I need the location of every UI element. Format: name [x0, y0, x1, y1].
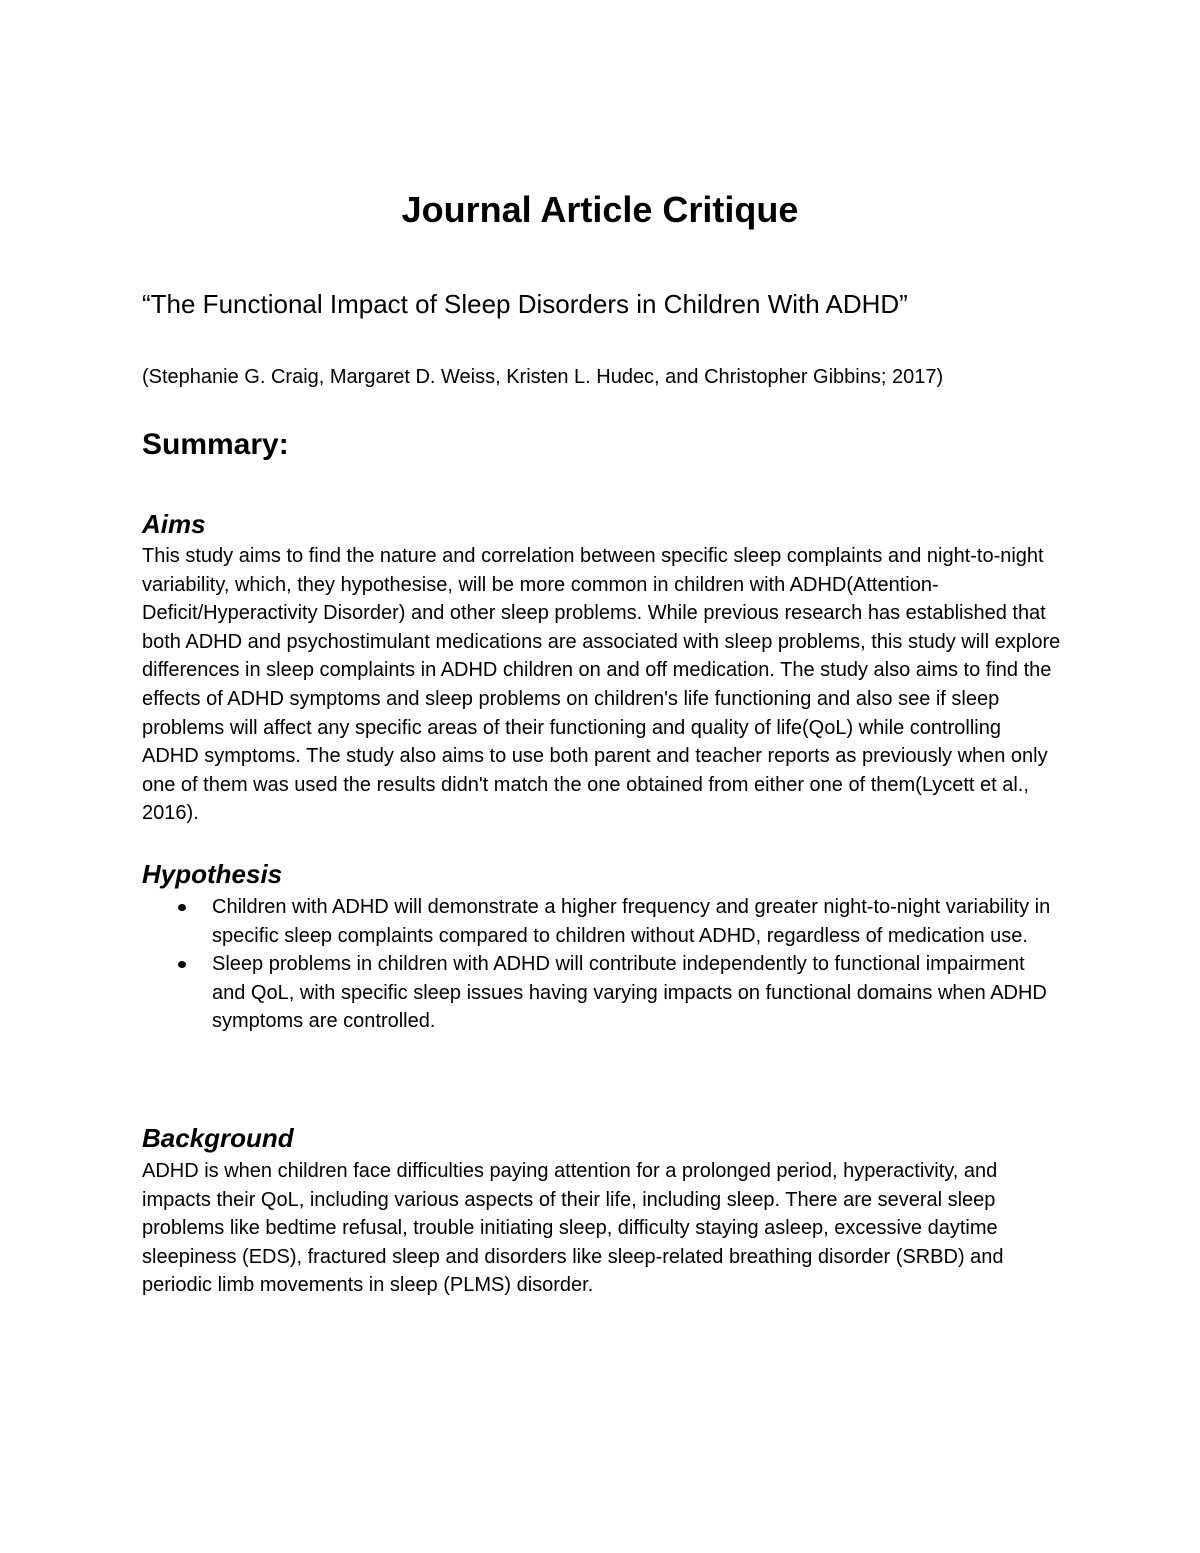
hypothesis-item-text: Children with ADHD will demonstrate a higher frequency and greater night-to-night variability in specific sleep complaints compared to children without ADHD, regardless of medication use.	[212, 896, 1051, 947]
bullet-icon	[178, 961, 186, 968]
list-item	[142, 893, 1062, 950]
hypothesis-item-text: Sleep problems in children with ADHD will contribute independently to functional impairment and QoL, with specific sleep issues having varying impacts on functional domains when ADHD symptoms are controlled.	[212, 953, 1047, 1033]
document-title: Journal Article Critique	[401, 189, 799, 230]
summary-heading: Summary:	[142, 428, 289, 461]
article-title: “The Functional Impact of Sleep Disorders in Children With ADHD”	[142, 289, 908, 319]
hypothesis-list	[142, 893, 1062, 1036]
bullet-icon	[178, 904, 186, 911]
background-paragraph: ADHD is when children face difficulties paying attention for a prolonged period, hyperactivity, and impacts their QoL, including various aspects of their life, including sleep. There are several sleep problems like bedtime refusal, trouble initiating sleep, difficulty staying asleep, excessive daytime sleepiness (EDS), fractured sleep and disorders like sleep-related breathing disorder (SRBD) and periodic limb movements in sleep (PLMS) disorder.	[142, 1160, 1004, 1297]
background-heading: Background	[142, 1123, 294, 1153]
list-item	[142, 950, 1062, 1036]
hypothesis-heading: Hypothesis	[142, 859, 283, 889]
aims-heading: Aims	[142, 509, 206, 539]
article-authors: (Stephanie G. Craig, Margaret D. Weiss, Kristen L. Hudec, and Christopher Gibbins; 2017)	[142, 366, 944, 388]
aims-paragraph: This study aims to find the nature and correlation between specific sleep complaints and night-to-night variability, which, they hypothesise, will be more common in children with ADHD(Attention-Deficit/Hyperactivity Disorder) and other sleep problems. While previous research has established that both ADHD and psychostimulant medications are associated with sleep problems, this study will explore differences in sleep complaints in ADHD children on and off medication. The study also aims to find the effects of ADHD symptoms and sleep problems on children's life functioning and also see if sleep problems will affect any specific areas of their functioning and quality of life(QoL) while controlling ADHD symptoms. The study also aims to use both parent and teacher reports as previously when only one of them was used the results didn't match the one obtained from either one of them(Lycett et al., 2016).	[142, 545, 1061, 825]
